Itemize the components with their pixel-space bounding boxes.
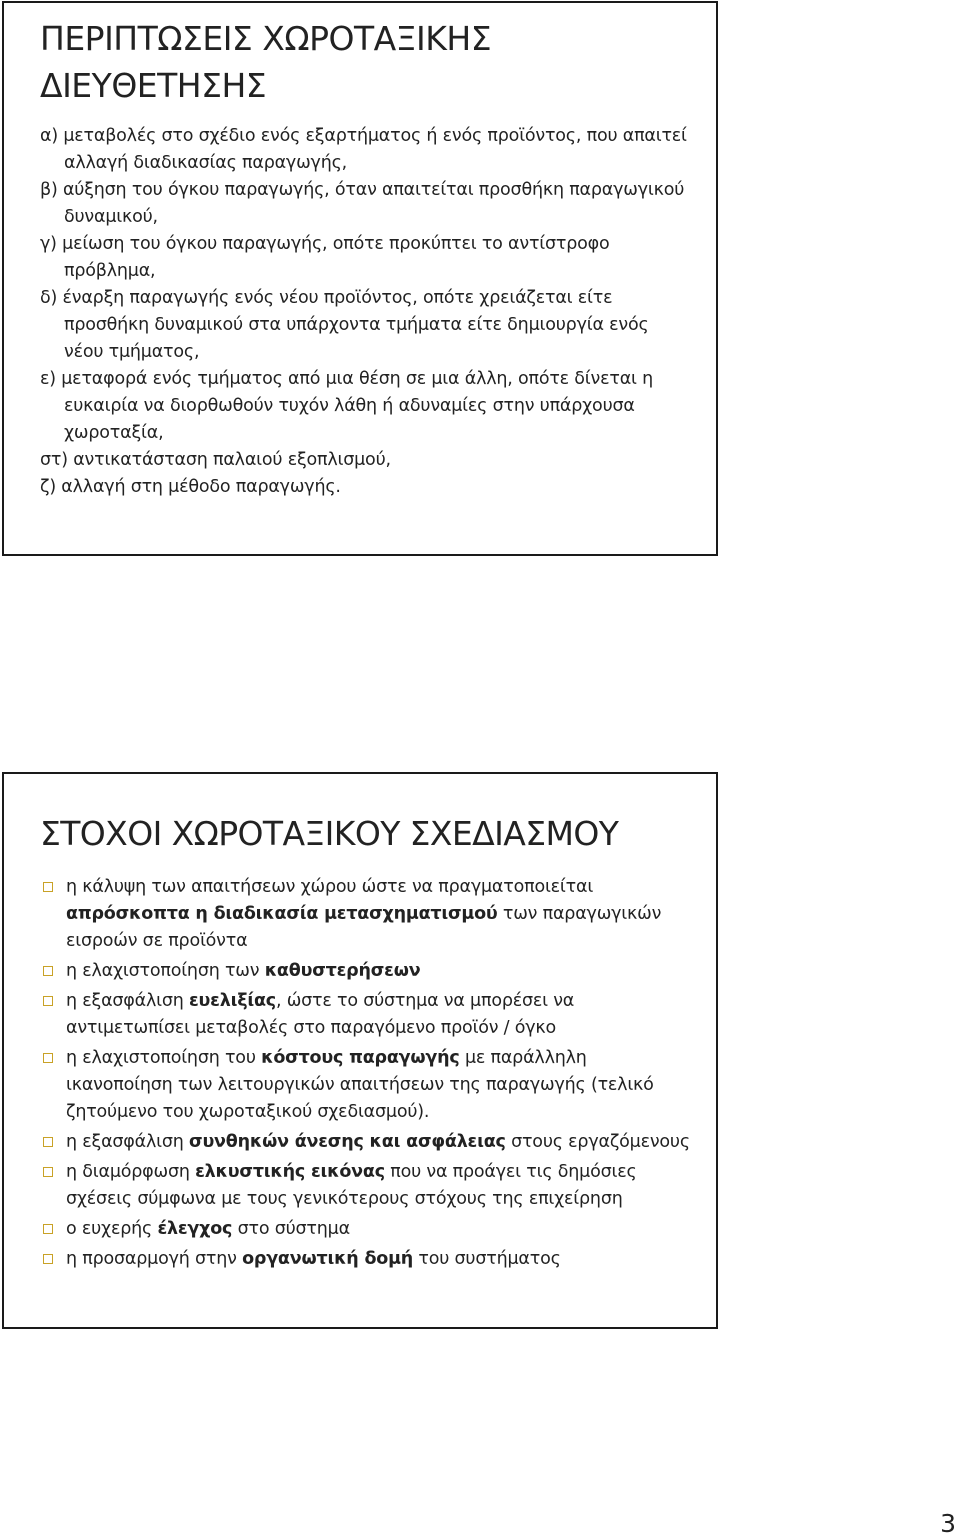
square-bullet-icon <box>43 1053 53 1063</box>
square-bullet-icon <box>43 1137 53 1147</box>
list-item: β) αύξηση του όγκου παραγωγής, όταν απαιτείται προσθήκη παραγωγικού δυναμικού, <box>40 180 685 227</box>
square-bullet-icon <box>43 966 53 976</box>
list-item: γ) μείωση του όγκου παραγωγής, οπότε προκύπτει το αντίστροφο πρόβλημα, <box>40 234 610 281</box>
square-bullet-icon <box>43 1167 53 1177</box>
list-item: η ελαχιστοποίηση των καθυστερήσεων <box>40 958 690 985</box>
list-item: η προσαρμογή στην οργανωτική δομή του συστήματος <box>40 1246 690 1273</box>
square-bullet-icon <box>43 1254 53 1264</box>
goals-list <box>40 874 690 1276</box>
slide-2-title: ΣΤΟΧΟΙ ΧΩΡΟΤΑΞΙΚΟΥ ΣΧΕΔΙΑΣΜΟΥ <box>40 814 619 853</box>
list-item: η διαμόρφωση ελκυστικής εικόνας που να προάγει τις δημόσιες σχέσεις σύμφωνα με τους γενικότερους στόχους της επιχείρηση <box>40 1159 690 1213</box>
slide-1 <box>2 1 718 556</box>
slide-1-title: ΠΕΡΙΠΤΩΣΕΙΣ ΧΩΡΟΤΑΞΙΚΗΣ ΔΙΕΥΘΕΤΗΣΗΣ <box>40 19 492 105</box>
page-number: 3 <box>940 1509 956 1538</box>
list-item: η εξασφάλιση συνθηκών άνεσης και ασφάλειας στους εργαζόμενους <box>40 1129 690 1156</box>
cases-list <box>40 123 690 501</box>
list-item: α) μεταβολές στο σχέδιο ενός εξαρτήματος ή ενός προϊόντος, που απαιτεί αλλαγή διαδικασίας παραγωγής, <box>40 126 687 173</box>
list-item: η ελαχιστοποίηση του κόστους παραγωγής με παράλληλη ικανοποίηση των λειτουργικών απαιτήσεων της παραγωγής (τελικό ζητούμενο του χωροταξικού σχεδιασμού). <box>40 1045 690 1126</box>
list-item: η εξασφάλιση ευελιξίας, ώστε το σύστημα να μπορέσει να αντιμετωπίσει μεταβολές στο παραγόμενο προϊόν / όγκο <box>40 988 690 1042</box>
list-item: στ) αντικατάσταση παλαιού εξοπλισμού, <box>40 450 391 470</box>
slide-2 <box>2 772 718 1329</box>
list-item: ε) μεταφορά ενός τμήματος από μια θέση σε μια άλλη, οπότε δίνεται η ευκαιρία να διορθωθούν τυχόν λάθη ή αδυναμίες στην υπάρχουσα χωροταξία, <box>40 369 654 443</box>
square-bullet-icon <box>43 996 53 1006</box>
list-item: ο ευχερής έλεγχος στο σύστημα <box>40 1216 690 1243</box>
list-item: ζ) αλλαγή στη μέθοδο παραγωγής. <box>40 477 341 497</box>
square-bullet-icon <box>43 882 53 892</box>
list-item: δ) έναρξη παραγωγής ενός νέου προϊόντος, οπότε χρειάζεται είτε προσθήκη δυναμικού στα υπάρχοντα τμήματα είτε δημιουργία ενός νέου τμήματος, <box>40 288 649 362</box>
list-item: η κάλυψη των απαιτήσεων χώρου ώστε να πραγματοποιείται απρόσκοπτα η διαδικασία μετασχηματισμού των παραγωγικών εισροών σε προϊόντα <box>40 874 690 955</box>
square-bullet-icon <box>43 1224 53 1234</box>
